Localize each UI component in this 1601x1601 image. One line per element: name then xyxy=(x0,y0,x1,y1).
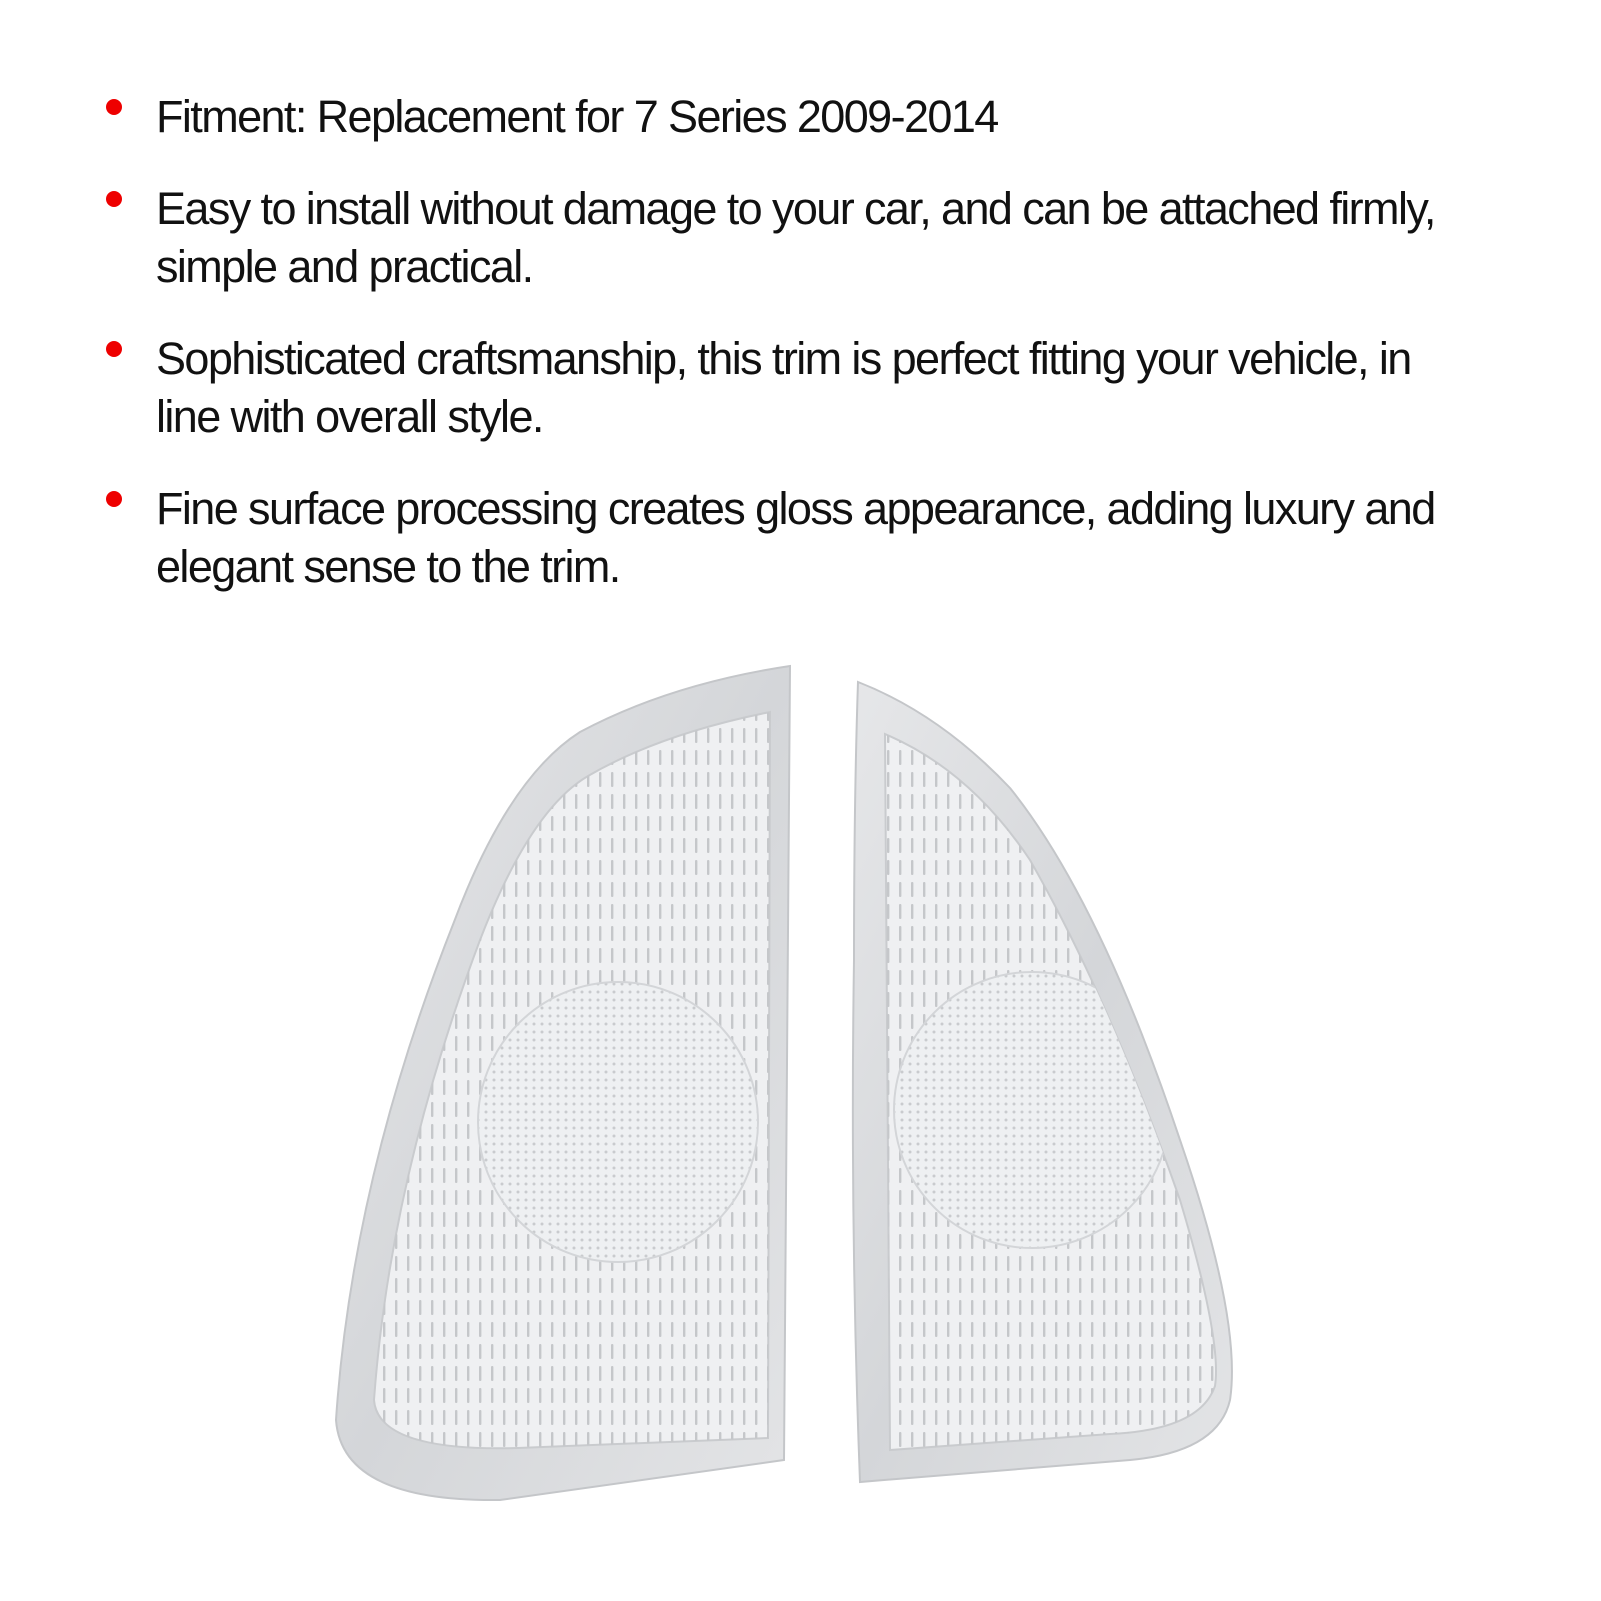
bullet-dot-icon xyxy=(106,191,122,207)
feature-item-installation xyxy=(104,180,1526,296)
bullet-dot-icon xyxy=(106,341,122,357)
feature-text: Easy to install without damage to your car, and can be attached firmly, simple and practical. xyxy=(156,183,1435,292)
bullet-dot-icon xyxy=(106,491,122,507)
bullet-dot-icon xyxy=(106,99,122,115)
feature-text: Fine surface processing creates gloss appearance, adding luxury and elegant sense to the trim. xyxy=(156,483,1435,592)
feature-text: Fitment: Replacement for 7 Series 2009-2014 xyxy=(156,91,998,142)
feature-item-surface xyxy=(104,480,1456,596)
right-speaker-cover xyxy=(850,660,1240,1510)
feature-item-craftsmanship xyxy=(104,330,1476,446)
feature-text: Sophisticated craftsmanship, this trim is perfect fitting your vehicle, in line with overall style. xyxy=(156,333,1411,442)
product-image xyxy=(330,660,1240,1510)
feature-item-fitment xyxy=(104,88,1564,146)
feature-list xyxy=(104,88,1564,630)
left-speaker-cover xyxy=(330,660,800,1510)
